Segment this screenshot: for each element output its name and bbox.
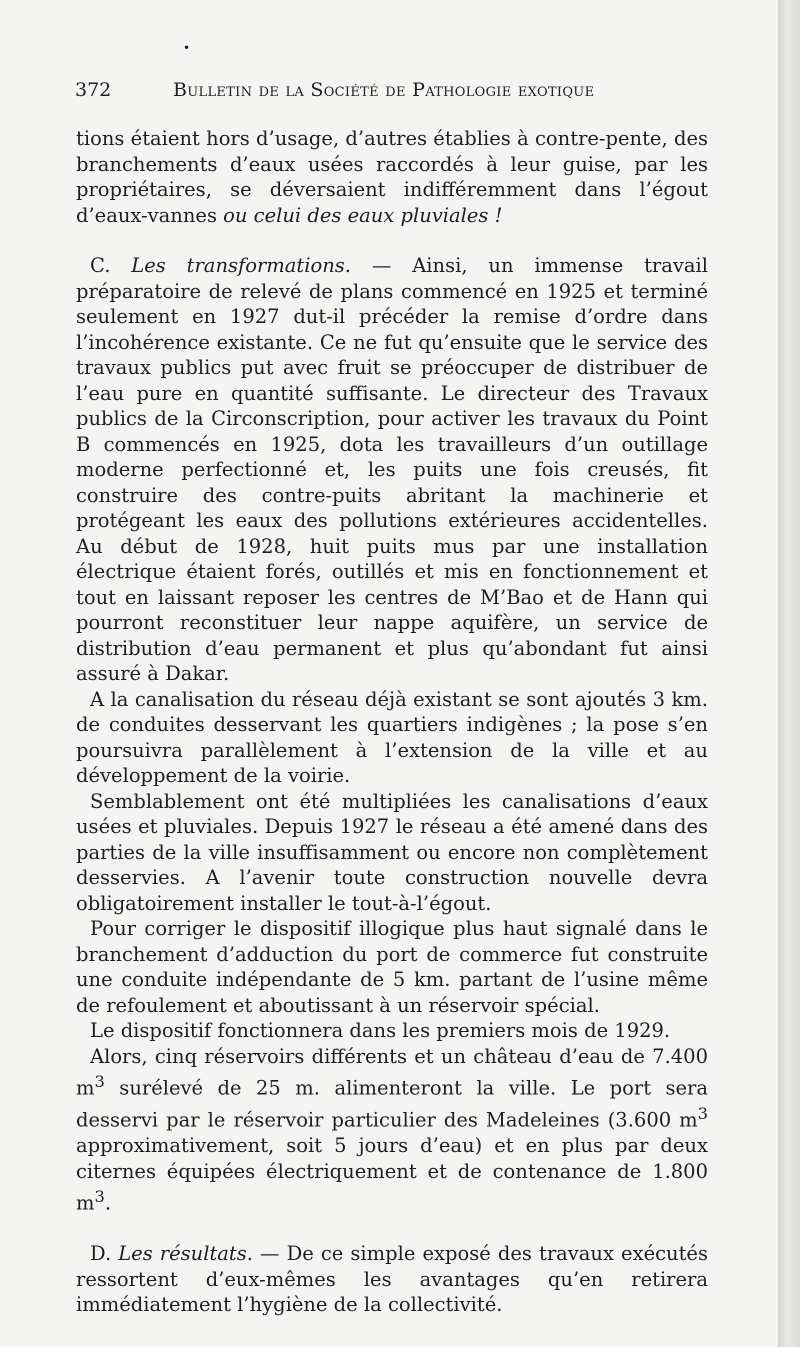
text-run: . (104, 1191, 112, 1215)
superscript: 3 (94, 1187, 105, 1206)
superscript: 3 (94, 1072, 105, 1091)
page-edge-shadow (778, 0, 800, 1347)
paragraph (76, 126, 708, 228)
italic-text: Les transformations. (131, 254, 351, 277)
paragraph (76, 1241, 708, 1318)
paragraph (76, 1044, 708, 1217)
body-text (76, 126, 708, 1318)
paragraph (76, 253, 708, 687)
text-run: — De ce simple exposé des travaux exécutés ressortent d’eux-mêmes les avantages qu’en retirera immédiatement l’hygiène de la collectivité. (76, 1242, 708, 1316)
text-run: tions étaient hors d’usage, d’autres établies à contre-pente, des branchements d’eaux usées raccordés à leur guise, par les propriétaires, se déversaient indifféremment dans l’égout d’eaux-vannes (76, 127, 708, 227)
superscript: 3 (697, 1104, 708, 1123)
print-mark: • (183, 41, 191, 55)
italic-text: Les résultats. (118, 1242, 253, 1265)
paragraph (76, 1018, 708, 1044)
text-run: C. (90, 254, 132, 277)
paragraph (76, 789, 708, 917)
text-run: A la canalisation du réseau déjà existant se sont ajoutés 3 km. de conduites desservant les quartiers indigènes ; la pose s’en poursuivra parallèlement à l’extension de la ville et au développement de la voirie. (76, 687, 708, 787)
text-run: — Ainsi, un immense travail préparatoire de relevé de plans commencé en 1925 et terminé seulement en 1927 dut-il précéder la remise d’ordre dans l’incohérence existante. Ce ne fut qu’ensuite que le service des travaux publics put avec fruit se préoccuper de distribuer de l’eau pure en quantité suffisante. Le directeur des Travaux publics de la Circonscription, pour activer les travaux du Point B commencés en 1925, dota les travailleurs d’un outillage moderne perfectionné et, les puits une fois creusés, fit construire des contre-puits abritant la machinerie et protégeant les eaux des pollutions extérieures accidentelles. Au début de 1928, huit puits mus par une installation électrique étaient forés, outillés et mis en fonctionnement et tout en laissant reposer les centres de M’Bao et de Hann qui pourront reconstituer leur nappe aquifère, un service de distribution d’eau permanent et plus qu’abondant fut ainsi assuré à Dakar. (76, 254, 708, 685)
text-run: Semblablement ont été multipliées les canalisations d’eaux usées et pluviales. Depuis 1927 le réseau a été amené dans des parties de la ville insuffisamment ou encore non complètement desservies. A l’avenir toute construction nouvelle devra obligatoirement installer le tout-à-l’égout. (76, 789, 708, 915)
running-title: Bulletin de la Société de Pathologie exotique (173, 79, 595, 101)
paragraph (76, 687, 708, 789)
text-run: approximativement, soit 5 jours d’eau) et en plus par deux citernes équipées électriquement et de contenance de 1.800 m (76, 1134, 708, 1215)
text-run: D. (90, 1242, 119, 1265)
page-number: 372 (75, 79, 112, 101)
italic-text: ou celui des eaux pluviales ! (223, 203, 503, 227)
text-run: Alors, cinq réservoirs différents et un château d’eau de 7.400 m (76, 1044, 708, 1100)
text-run: Pour corriger le dispositif illogique plus haut signalé dans le branchement d’adduction du port de commerce fut construite une conduite indépendante de 5 km. partant de l’usine même de refoulement et aboutissant à un réservoir spécial. (76, 917, 708, 1017)
paragraph (76, 916, 708, 1018)
text-run: surélevé de 25 m. alimenteront la ville. Le port sera desservi par le réservoir particulier des Madeleines (3.600 m (76, 1076, 708, 1132)
text-run: Le dispositif fonctionnera dans les premiers mois de 1929. (90, 1019, 671, 1042)
